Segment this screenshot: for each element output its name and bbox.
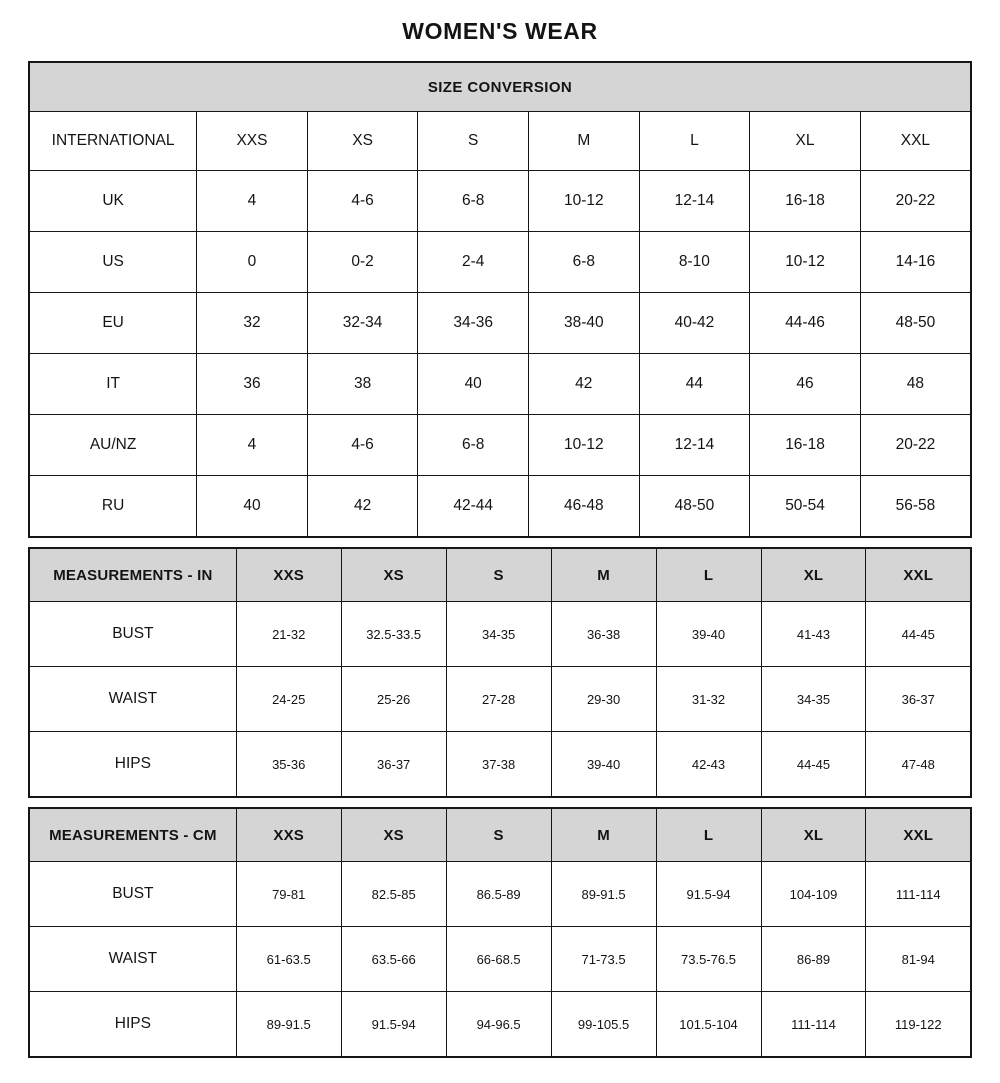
size-value-cell: 47-48 — [866, 732, 971, 798]
row-label: IT — [29, 354, 197, 415]
size-value-cell: 42 — [529, 354, 640, 415]
size-value-cell: 34-35 — [446, 602, 551, 667]
size-value-cell: 79-81 — [236, 862, 341, 927]
size-value-cell: 32-34 — [307, 293, 418, 354]
size-value-cell: 10-12 — [529, 415, 640, 476]
table-row — [29, 171, 971, 232]
table-row — [29, 293, 971, 354]
size-value-cell: 16-18 — [750, 415, 861, 476]
size-value-cell: 20-22 — [860, 415, 971, 476]
size-column-header: S — [446, 808, 551, 862]
size-value-cell: 44-45 — [866, 602, 971, 667]
size-value-cell: 44-46 — [750, 293, 861, 354]
size-value-cell: 48-50 — [639, 476, 750, 538]
table-title: SIZE CONVERSION — [29, 62, 971, 112]
size-column-header: XS — [307, 112, 418, 171]
size-value-cell: 81-94 — [866, 927, 971, 992]
size-value-cell: 31-32 — [656, 667, 761, 732]
size-value-cell: 21-32 — [236, 602, 341, 667]
size-value-cell: 73.5-76.5 — [656, 927, 761, 992]
size-value-cell: 50-54 — [750, 476, 861, 538]
table-row — [29, 992, 971, 1058]
size-value-cell: 35-36 — [236, 732, 341, 798]
size-value-cell: 99-105.5 — [551, 992, 656, 1058]
size-value-cell: 91.5-94 — [341, 992, 446, 1058]
size-column-header: XXS — [236, 548, 341, 602]
size-value-cell: 0 — [197, 232, 308, 293]
table-row — [29, 732, 971, 798]
size-value-cell: 36-38 — [551, 602, 656, 667]
row-label: AU/NZ — [29, 415, 197, 476]
size-value-cell: 34-35 — [761, 667, 866, 732]
size-value-cell: 10-12 — [750, 232, 861, 293]
measurements-cm-table — [28, 807, 972, 1058]
table-title-row — [29, 62, 971, 112]
size-value-cell: 86-89 — [761, 927, 866, 992]
size-column-header: L — [656, 808, 761, 862]
table-row — [29, 927, 971, 992]
size-value-cell: 20-22 — [860, 171, 971, 232]
size-value-cell: 82.5-85 — [341, 862, 446, 927]
size-value-cell: 101.5-104 — [656, 992, 761, 1058]
size-value-cell: 40 — [197, 476, 308, 538]
size-value-cell: 91.5-94 — [656, 862, 761, 927]
size-column-header: L — [639, 112, 750, 171]
size-value-cell: 34-36 — [418, 293, 529, 354]
size-value-cell: 6-8 — [418, 415, 529, 476]
size-value-cell: 10-12 — [529, 171, 640, 232]
size-column-header: XL — [750, 112, 861, 171]
size-value-cell: 32.5-33.5 — [341, 602, 446, 667]
size-column-header: M — [551, 808, 656, 862]
size-conversion-table — [28, 61, 972, 538]
header-row — [29, 548, 971, 602]
corner-header-cell: MEASUREMENTS - CM — [29, 808, 236, 862]
size-column-header: XL — [761, 808, 866, 862]
size-value-cell: 12-14 — [639, 171, 750, 232]
size-column-header: S — [418, 112, 529, 171]
size-value-cell: 119-122 — [866, 992, 971, 1058]
size-column-header: XS — [341, 808, 446, 862]
table-row — [29, 354, 971, 415]
size-value-cell: 16-18 — [750, 171, 861, 232]
size-value-cell: 36-37 — [866, 667, 971, 732]
size-value-cell: 41-43 — [761, 602, 866, 667]
size-value-cell: 44-45 — [761, 732, 866, 798]
size-value-cell: 42 — [307, 476, 418, 538]
size-value-cell: 6-8 — [529, 232, 640, 293]
size-value-cell: 38 — [307, 354, 418, 415]
size-value-cell: 24-25 — [236, 667, 341, 732]
size-column-header: XXL — [866, 548, 971, 602]
size-column-header: XL — [761, 548, 866, 602]
size-value-cell: 40 — [418, 354, 529, 415]
size-value-cell: 46 — [750, 354, 861, 415]
row-label: HIPS — [29, 992, 236, 1058]
size-column-header: XS — [341, 548, 446, 602]
size-value-cell: 56-58 — [860, 476, 971, 538]
size-column-header: M — [529, 112, 640, 171]
size-column-header: M — [551, 548, 656, 602]
row-label: US — [29, 232, 197, 293]
size-column-header: S — [446, 548, 551, 602]
size-value-cell: 4 — [197, 415, 308, 476]
size-value-cell: 63.5-66 — [341, 927, 446, 992]
size-value-cell: 61-63.5 — [236, 927, 341, 992]
table-row — [29, 667, 971, 732]
measurements-in-table — [28, 547, 972, 798]
size-value-cell: 71-73.5 — [551, 927, 656, 992]
size-value-cell: 39-40 — [551, 732, 656, 798]
size-value-cell: 111-114 — [761, 992, 866, 1058]
size-value-cell: 32 — [197, 293, 308, 354]
size-value-cell: 0-2 — [307, 232, 418, 293]
table-row — [29, 862, 971, 927]
size-value-cell: 104-109 — [761, 862, 866, 927]
size-value-cell: 12-14 — [639, 415, 750, 476]
row-label: UK — [29, 171, 197, 232]
size-value-cell: 36-37 — [341, 732, 446, 798]
page-title: WOMEN'S WEAR — [402, 18, 598, 44]
size-value-cell: 44 — [639, 354, 750, 415]
row-label: EU — [29, 293, 197, 354]
corner-header-cell: INTERNATIONAL — [29, 112, 197, 171]
size-value-cell: 89-91.5 — [236, 992, 341, 1058]
row-label: BUST — [29, 862, 236, 927]
size-value-cell: 38-40 — [529, 293, 640, 354]
size-value-cell: 39-40 — [656, 602, 761, 667]
size-value-cell: 4-6 — [307, 415, 418, 476]
size-value-cell: 66-68.5 — [446, 927, 551, 992]
size-column-header: L — [656, 548, 761, 602]
table-row — [29, 415, 971, 476]
size-value-cell: 14-16 — [860, 232, 971, 293]
size-column-header: XXS — [197, 112, 308, 171]
row-label: RU — [29, 476, 197, 538]
row-label: WAIST — [29, 927, 236, 992]
size-value-cell: 2-4 — [418, 232, 529, 293]
size-value-cell: 48 — [860, 354, 971, 415]
size-column-header: XXS — [236, 808, 341, 862]
header-row — [29, 808, 971, 862]
size-value-cell: 42-44 — [418, 476, 529, 538]
size-value-cell: 8-10 — [639, 232, 750, 293]
size-value-cell: 37-38 — [446, 732, 551, 798]
size-value-cell: 6-8 — [418, 171, 529, 232]
corner-header-cell: MEASUREMENTS - IN — [29, 548, 236, 602]
size-value-cell: 36 — [197, 354, 308, 415]
size-value-cell: 48-50 — [860, 293, 971, 354]
size-column-header: XXL — [860, 112, 971, 171]
size-value-cell: 25-26 — [341, 667, 446, 732]
size-value-cell: 46-48 — [529, 476, 640, 538]
row-label: BUST — [29, 602, 236, 667]
table-row — [29, 602, 971, 667]
size-column-header: XXL — [866, 808, 971, 862]
size-value-cell: 111-114 — [866, 862, 971, 927]
size-value-cell: 27-28 — [446, 667, 551, 732]
row-label: HIPS — [29, 732, 236, 798]
size-value-cell: 40-42 — [639, 293, 750, 354]
table-row — [29, 476, 971, 538]
size-value-cell: 86.5-89 — [446, 862, 551, 927]
size-value-cell: 89-91.5 — [551, 862, 656, 927]
size-value-cell: 4-6 — [307, 171, 418, 232]
size-value-cell: 29-30 — [551, 667, 656, 732]
table-row — [29, 232, 971, 293]
size-value-cell: 4 — [197, 171, 308, 232]
header-row — [29, 112, 971, 171]
row-label: WAIST — [29, 667, 236, 732]
size-value-cell: 42-43 — [656, 732, 761, 798]
size-value-cell: 94-96.5 — [446, 992, 551, 1058]
